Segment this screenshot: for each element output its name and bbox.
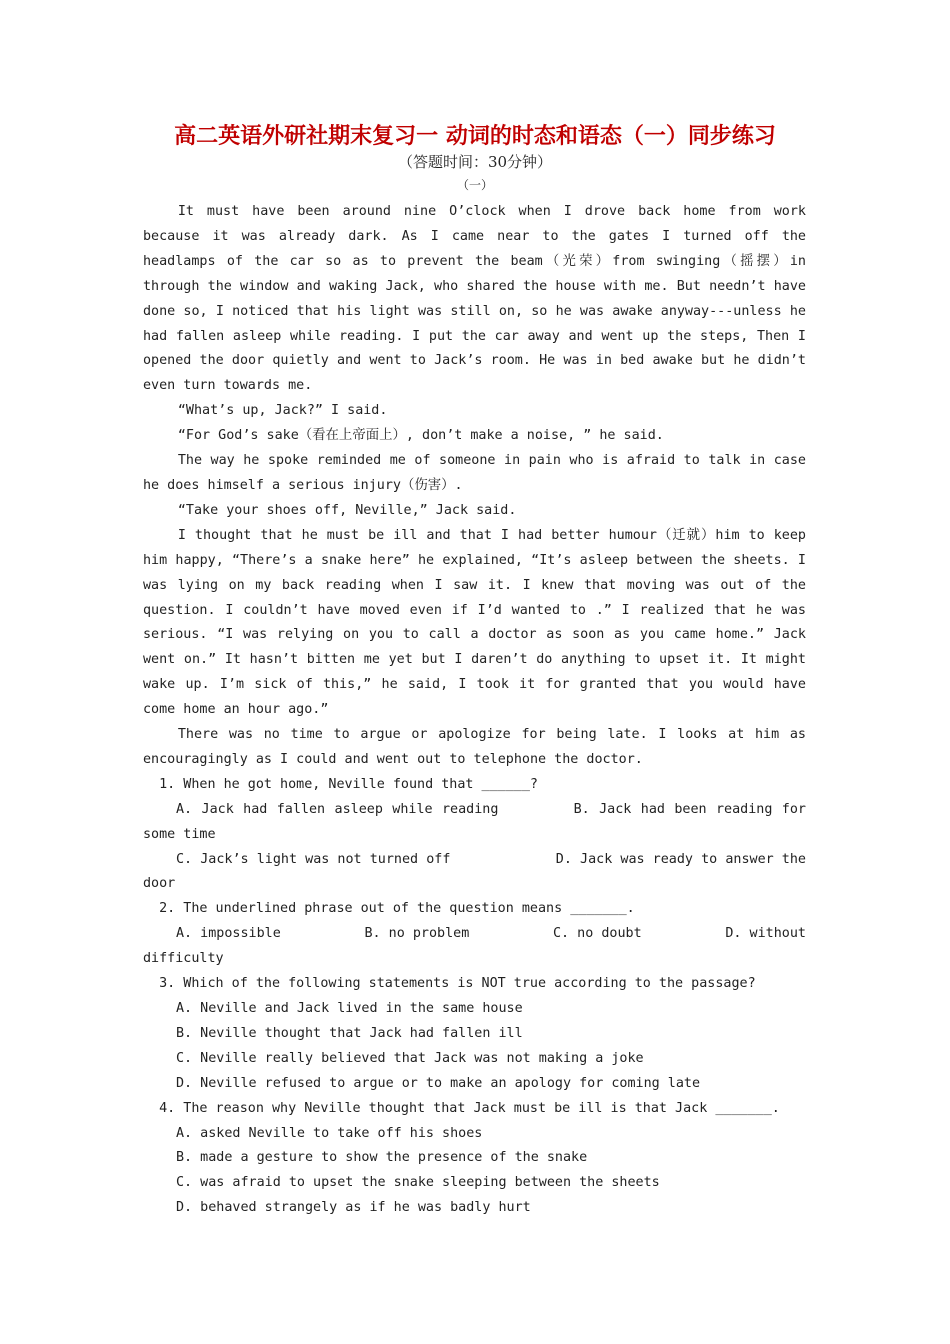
- passage-paragraph: I thought that he must be ill and that I had better humour（迁就）him to keep him happy, “There’s a snake here” he explained, “It’s asleep between the sheets. I was lying on my back reading when I saw it. I knew that moving was out of the question. I couldn’t have moved even if I’d wanted to .” I realized that he was serious. “I was relying on you to call a doctor as soon as you came home.” Jack went on.” It hasn’t bitten me yet but I daren’t do anything to upset it. It might wake up. I’m sick of this,” he said, I took it for granted that you would have come home an hour ago.”: [143, 527, 806, 718]
- option: B. no problem: [364, 926, 470, 942]
- page-title: 高二英语外研社期末复习一 动词的时态和语态（一）同步练习: [174, 123, 776, 149]
- option: A. asked Neville to take off his shoes: [176, 1125, 483, 1141]
- option: C. no doubt: [553, 926, 642, 942]
- passage-paragraph: “For God’s sake（看在上帝面上）, don’t make a noise, ” he said.: [177, 428, 664, 444]
- passage-paragraph: There was no time to argue or apologize for being late. I looks at him as encouragingly as I could and went out to telephone the doctor.: [143, 727, 806, 767]
- option: C. Neville really believed that Jack was not making a joke: [176, 1050, 644, 1066]
- section-number: （一）: [456, 178, 493, 192]
- question-stem: 2. The underlined phrase out of the question means _______.: [159, 901, 635, 917]
- option: B. made a gesture to show the presence of the snake: [176, 1150, 588, 1166]
- passage-paragraph: “What’s up, Jack?” I said.: [177, 403, 388, 419]
- option: C. was afraid to upset the snake sleeping between the sheets: [176, 1175, 660, 1191]
- question-options: C. Jack’s light was not turned off D. Jack was ready to answer the door: [143, 851, 815, 892]
- question-options-row: [143, 922, 806, 947]
- option: B. Neville thought that Jack had fallen ill: [176, 1025, 523, 1041]
- question-stem: 4. The reason why Neville thought that Jack must be ill is that Jack _______.: [159, 1100, 780, 1116]
- option: D. behaved strangely as if he was badly hurt: [176, 1200, 531, 1216]
- option-wrap: difficulty: [143, 951, 224, 967]
- option: A. Neville and Jack lived in the same house: [176, 1001, 523, 1016]
- question-options: A. Jack had fallen asleep while reading B. Jack had been reading for some time: [143, 801, 815, 842]
- question-stem: 3. Which of the following statements is NOT true according to the passage?: [159, 976, 756, 992]
- option: D. Neville refused to argue or to make an apology for coming late: [176, 1075, 701, 1091]
- option: D. without: [725, 926, 806, 942]
- time-note: （答题时间：30分钟）: [397, 153, 553, 171]
- question-stem: 1. When he got home, Neville found that ______?: [159, 776, 538, 792]
- option: A. impossible: [176, 926, 281, 942]
- passage-paragraph: It must have been around nine O’clock when I drove back home from work because it was already dark. As I came near to the gates I turned off the headlamps of the car so as to prevent the beam（光荣）from swinging（摇摆）in through the window and waking Jack, who shared the house with me. But needn’t have done so, I noticed that his light was still on, so he was awake anyway---unless he had fallen asleep while reading. I put the car away and went up the steps, Then I opened the door quietly and went to Jack’s room. He was in bed awake but he didn’t even turn towards me.: [143, 204, 806, 394]
- passage-paragraph: The way he spoke reminded me of someone in pain who is afraid to talk in case he does himself a serious injury（伤害）.: [143, 453, 806, 493]
- passage-paragraph: “Take your shoes off, Neville,” Jack said.: [177, 502, 517, 518]
- document-body: [143, 200, 815, 1221]
